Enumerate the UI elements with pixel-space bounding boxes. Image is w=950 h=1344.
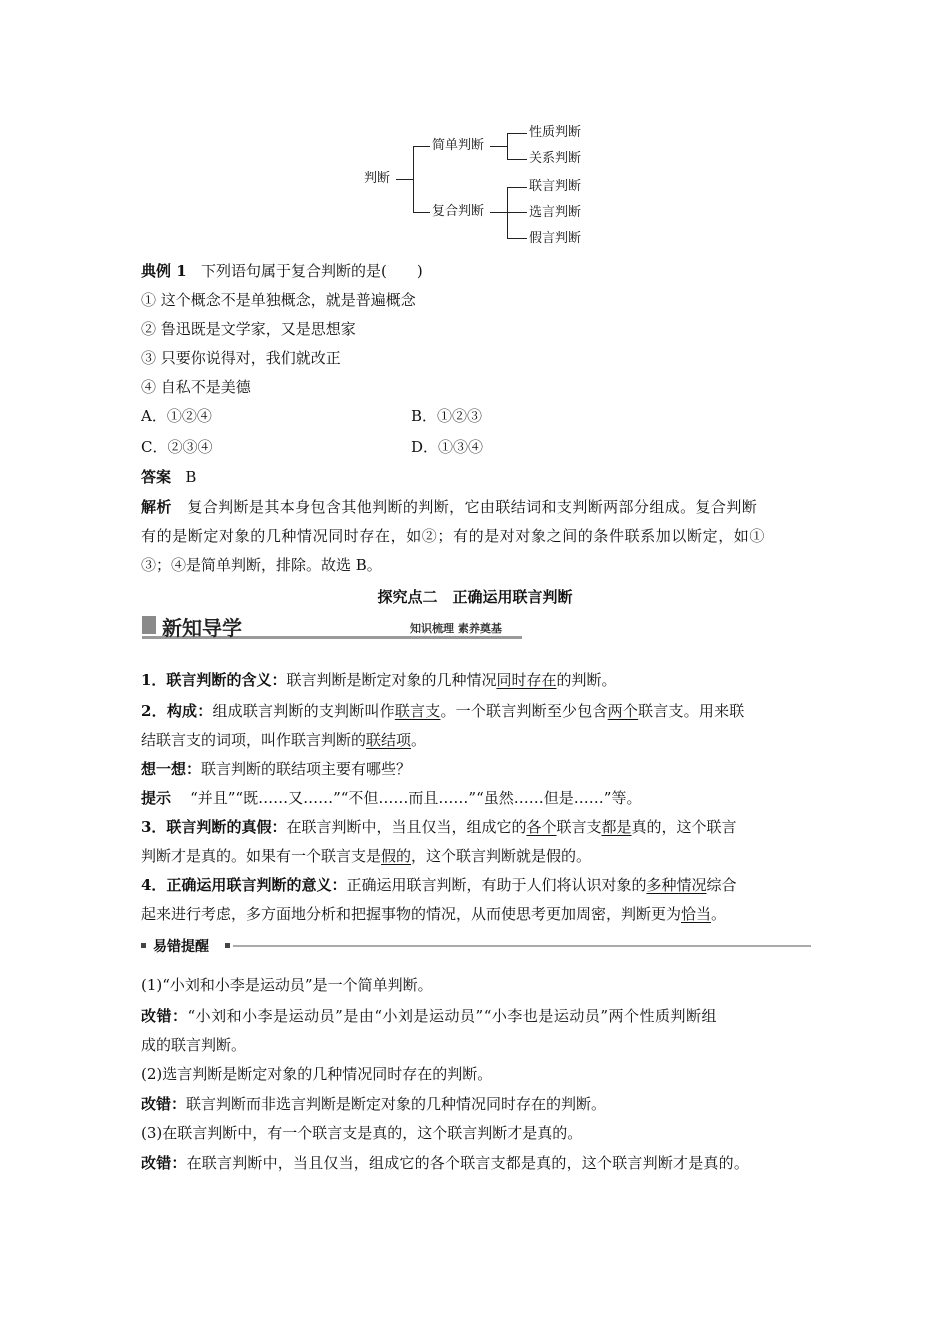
point-4-line-2: 起来进行考虑，多方面地分析和把握事物的情况，从而使思考更加周密，判断更为恰当。 <box>141 905 727 923</box>
warning-1-statement: (1)“小刘和小李是运动员”是一个简单判断。 <box>141 976 433 994</box>
example-item-4: ④ 自私不是美德 <box>141 378 251 396</box>
tree-simple: 简单判断 <box>432 138 485 153</box>
reminder-square-right <box>225 943 230 948</box>
example-item-1: ① 这个概念不是单独概念，就是普遍概念 <box>141 291 416 309</box>
analysis-line-2: 有的是断定对象的几种情况同时存在，如②；有的是对对象之间的条件联系加以断定，如① <box>141 527 766 545</box>
tree-conjunctive: 联言判断 <box>529 179 582 194</box>
warning-1-fix-line-1: 改错：“小刘和小李是运动员”是由“小刘是运动员”“小李也是运动员”两个性质判断组 <box>141 1007 718 1025</box>
tree-nature-judgment: 性质判断 <box>529 125 582 140</box>
point-4-line-1: 4．正确运用联言判断的意义：正确运用联言判断，有助于人们将认识对象的多种情况综合 <box>141 876 737 894</box>
option-b: B．①②③ <box>411 407 483 425</box>
point-2-line-1: 2．构成：组成联言判断的支判断叫作联言支。一个联言判断至少包含两个联言支。用来联 <box>141 702 745 720</box>
tree-root: 判断 <box>364 171 391 186</box>
hint: 提示 “并且”“既……又……”“不但……而且……”“虽然……但是……”等。 <box>141 789 642 807</box>
think-question: 想一想：联言判断的联结项主要有哪些？ <box>141 760 412 778</box>
warning-3-statement: (3)在联言判断中，有一个联言支是真的，这个联言判断才是真的。 <box>141 1124 583 1142</box>
analysis-line-1: 解析 复合判断是其本身包含其他判断的判断，它由联结词和支判断两部分组成。复合判断 <box>141 498 758 516</box>
answer: 答案 B <box>141 468 197 486</box>
error-reminder-header <box>141 936 811 956</box>
banner-tab-marker <box>142 616 156 634</box>
option-d: D．①③④ <box>411 438 484 456</box>
warning-2-fix: 改错：联言判断而非选言判断是断定对象的几种情况同时存在的判断。 <box>141 1095 607 1113</box>
point-2-line-2: 结联言支的词项，叫作联言判断的联结项。 <box>141 731 427 749</box>
example-item-3: ③ 只要你说得对，我们就改正 <box>141 349 341 367</box>
point-3-line-2: 判断才是真的。如果有一个联言支是假的，这个联言判断就是假的。 <box>141 847 592 865</box>
new-knowledge-banner <box>142 612 522 638</box>
option-c: C．②③④ <box>141 438 213 456</box>
banner-title: 新知导学 <box>162 616 242 640</box>
point-3-line-1: 3．联言判断的真假：在联言判断中，当且仅当，组成它的各个联言支都是真的，这个联言 <box>141 818 737 836</box>
analysis-line-3: ③；④是简单判断，排除。故选 B。 <box>141 556 382 574</box>
option-a: A．①②④ <box>141 407 212 425</box>
tree-relation-judgment: 关系判断 <box>529 151 582 166</box>
point-1: 1．联言判断的含义：联言判断是断定对象的几种情况同时存在的判断。 <box>141 671 617 689</box>
example-item-2: ② 鲁迅既是文学家，又是思想家 <box>141 320 356 338</box>
tree-hypothetical: 假言判断 <box>529 231 582 246</box>
tree-compound: 复合判断 <box>432 204 485 219</box>
tree-disjunctive: 选言判断 <box>529 205 582 220</box>
example-question: 典例 1 下列语句属于复合判断的是( ) <box>141 262 423 280</box>
reminder-square-left <box>141 943 146 948</box>
reminder-rule <box>233 945 811 947</box>
error-reminder-title: 易错提醒 <box>153 939 209 955</box>
warning-3-fix: 改错：在联言判断中，当且仅当，组成它的各个联言支都是真的，这个联言判断才是真的。 <box>141 1154 750 1172</box>
section-title: 探究点二 正确运用联言判断 <box>377 588 573 606</box>
warning-2-statement: (2)选言判断是断定对象的几种情况同时存在的判断。 <box>141 1065 493 1083</box>
warning-1-fix-line-2: 成的联言判断。 <box>141 1036 247 1054</box>
banner-subtitle: 知识梳理 素养奠基 <box>410 622 502 635</box>
